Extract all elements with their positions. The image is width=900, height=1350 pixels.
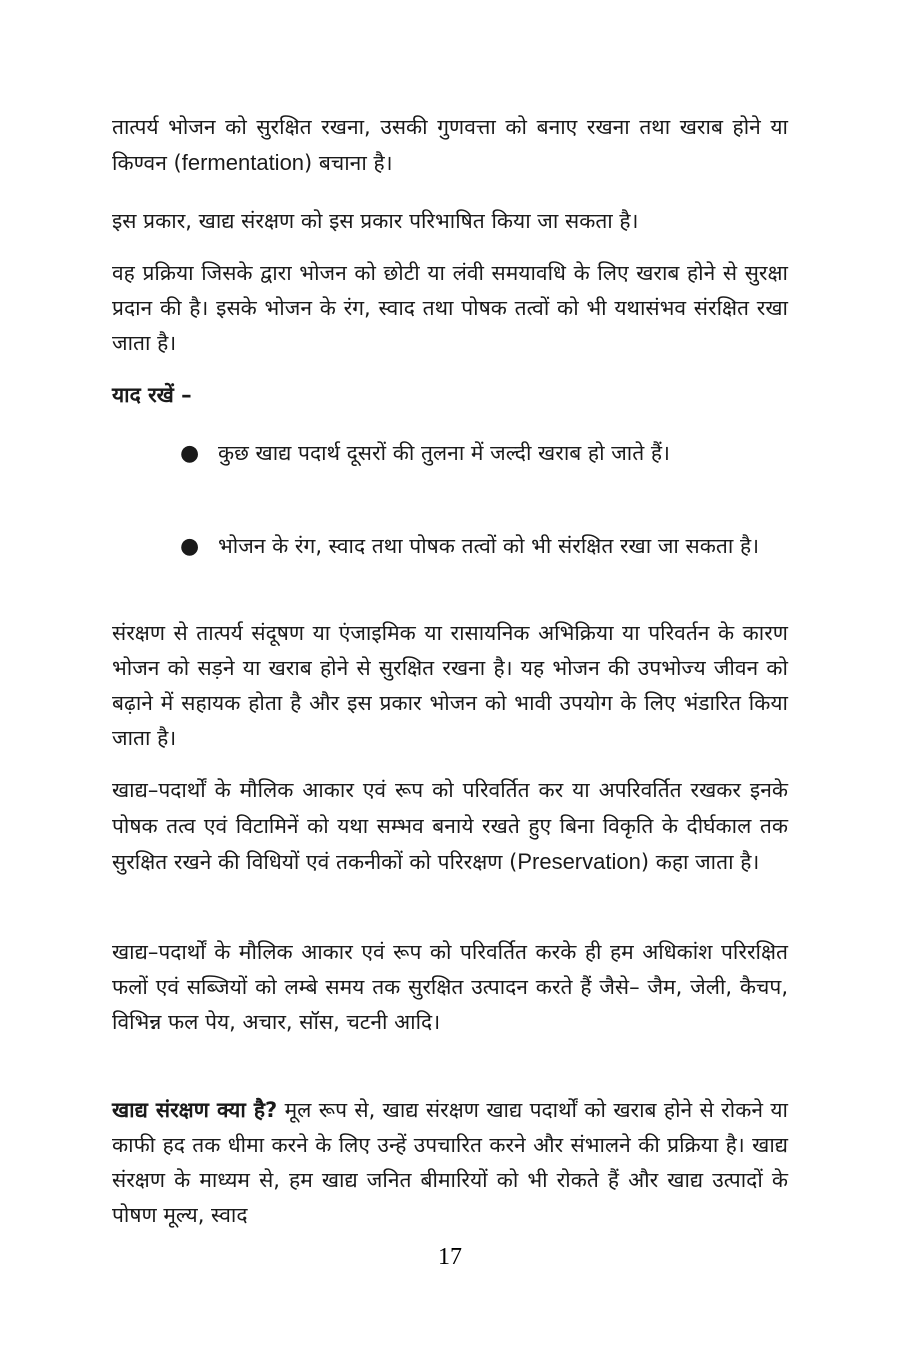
bullet-icon: ● bbox=[180, 441, 200, 466]
paragraph-preserved-products: खाद्य–पदार्थों के मौलिक आकार एवं रूप को परिवर्तित करके ही हम अधिकांश परिरक्षित फलों एवं सब्जियों को लम्बे समय तक सुरक्षित उत्पादन करते हैं जैसे– जैम, जेली, कैचप, विभिन्न फल पेय, अचार, सॉस, चटनी आदि। bbox=[112, 940, 788, 1034]
paragraph-what-is-preservation: खाद्य संरक्षण क्या है? मूल रूप से, खाद्य संरक्षण खाद्य पदार्थों को खराब होने से रोकने या काफी हद तक धीमा करने के लिए उन्हें उपचारित करने और संभालने की प्रक्रिया है। खाद्य संरक्षण के माध्यम से, हम खाद्य जनित बीमारियों को भी रोकते हैं और खाद्य उत्पादों के पोषण मूल्य, स्वाद bbox=[112, 1098, 788, 1227]
bullet-list-item bbox=[180, 529, 788, 599]
paragraph-preservation-meaning: तात्पर्य भोजन को सुरक्षित रखना, उसकी गुणवत्ता को बनाए रखना तथा खराब होने या किण्वन (fermentation) बचाना है। bbox=[112, 115, 788, 175]
question-heading: खाद्य संरक्षण क्या है? bbox=[112, 1098, 278, 1122]
paragraph-preservation-definition: खाद्य–पदार्थों के मौलिक आकार एवं रूप को परिवर्तित कर या अपरिवर्तित रखकर इनके पोषक तत्व एवं विटामिनें को यथा सम्भव बनाये रखते हुए बिना विकृति के दीर्घकाल तक सुरक्षित रखने की विधियों एवं तकनीकों को परिरक्षण (Preservation) कहा जाता है। bbox=[112, 778, 788, 874]
english-term-fermentation: fermentation bbox=[181, 150, 305, 175]
paragraph-definition-intro: इस प्रकार, खाद्य संरक्षण को इस प्रकार परिभाषित किया जा सकता है। bbox=[112, 209, 639, 233]
bullet-text: कुछ खाद्य पदार्थ दूसरों की तुलना में जल्दी खराब हो जाते हैं। bbox=[218, 441, 670, 465]
remember-heading: याद रखें – bbox=[112, 383, 192, 407]
english-term-preservation: Preservation bbox=[517, 849, 641, 874]
paragraph-definition: वह प्रक्रिया जिसके द्वारा भोजन को छोटी या लंवी समयावधि के लिए खराब होने से सुरक्षा प्रदान की है। इसके भोजन के रंग, स्वाद तथा पोषक तत्वों को भी यथासंभव संरक्षित रखा जाता है। bbox=[112, 261, 788, 355]
paragraph-preservation-purpose: संरक्षण से तात्पर्य संदूषण या एंजाइमिक या रासायनिक अभिक्रिया या परिवर्तन के कारण भोजन को सड़ने या खराब होने से सुरक्षित रखना है। यह भोजन की उपभोज्य जीवन को बढ़ाने में सहायक होता है और इस प्रकार भोजन को भावी उपयोग के लिए भंडारित किया जाता है। bbox=[112, 621, 788, 750]
page-number: 17 bbox=[438, 1244, 462, 1270]
bullet-list-item bbox=[180, 436, 788, 506]
bullet-text: भोजन के रंग, स्वाद तथा पोषक तत्वों को भी संरक्षित रखा जा सकता है। bbox=[218, 534, 760, 558]
bullet-icon: ● bbox=[180, 534, 200, 559]
